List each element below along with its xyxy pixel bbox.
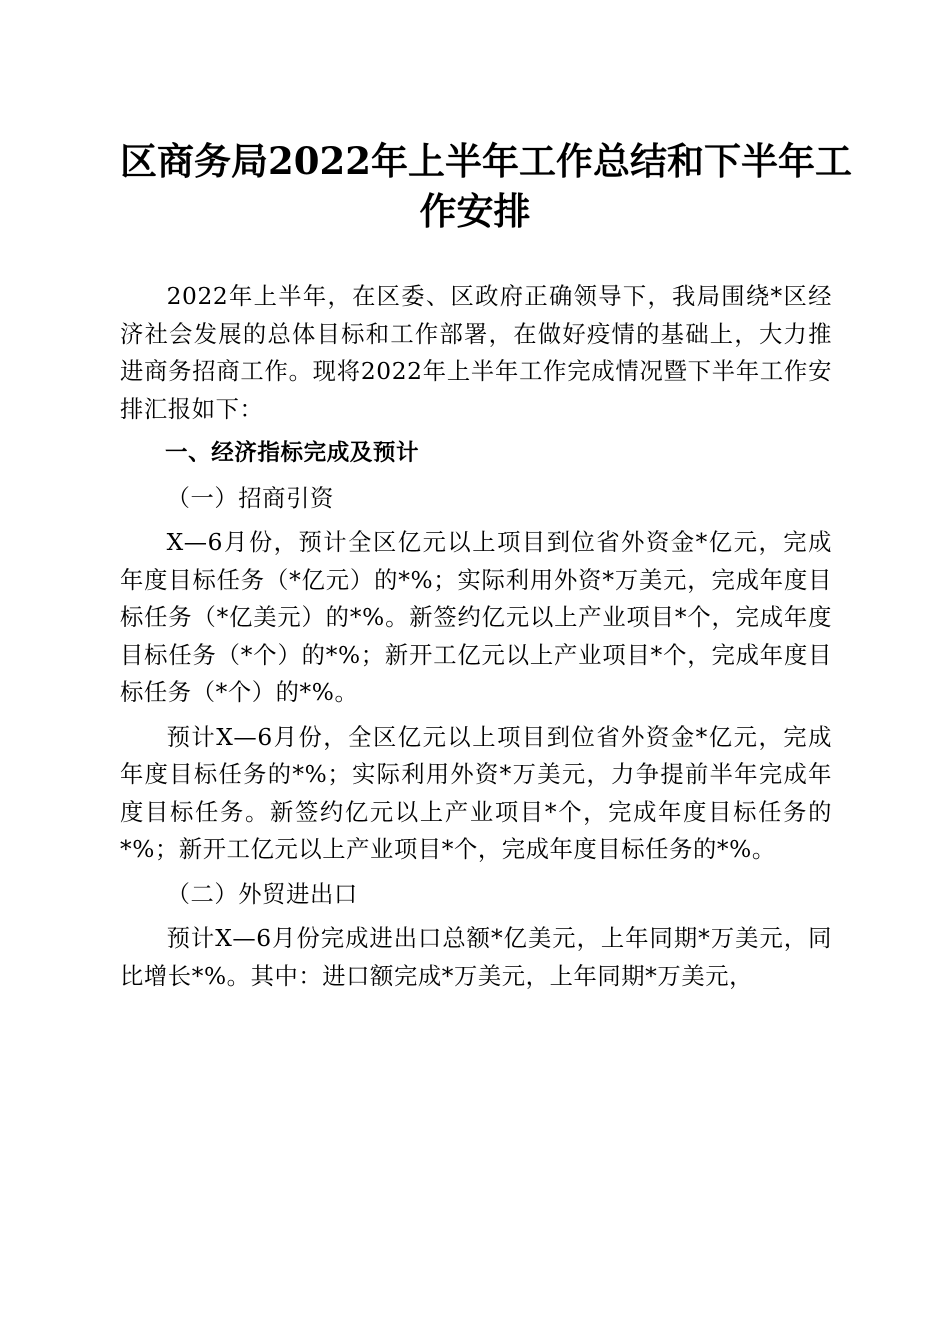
intro-paragraph: 2022年上半年，在区委、区政府正确领导下，我局围绕*区经济社会发展的总体目标和工作部署，在做好疫情的基础上，大力推进商务招商工作。现将2022年上半年工作完成情况暨下半年工作安排汇报如下： [120, 283, 832, 423]
subsection-heading-2: （二）外贸进出口 [166, 880, 358, 908]
section-heading-1: 一、经济指标完成及预计 [165, 440, 420, 466]
title-line-1: 区商务局2022年上半年工作总结和下半年工 [120, 139, 852, 183]
subsection-1-paragraph-2: 预计X—6月份，全区亿元以上项目到位省外资金*亿元，完成年度目标任务的*%；实际利用外资*万美元，力争提前半年完成年度目标任务。新签约亿元以上产业项目*个，完成年度目标任务的*%；新开工亿元以上产业项目*个，完成年度目标任务的*%。 [120, 723, 832, 863]
subsection-2-paragraph-1: 预计X—6月份完成进出口总额*亿美元，上年同期*万美元，同比增长*%。其中：进口额完成*万美元，上年同期*万美元， [120, 925, 832, 990]
document-title [120, 136, 852, 236]
subsection-heading-1: （一）招商引资 [166, 484, 334, 512]
subsection-1-paragraph-1: X—6月份，预计全区亿元以上项目到位省外资金*亿元，完成年度目标任务（*亿元）的*%；实际利用外资*万美元，完成年度目标任务（*亿美元）的*%。新签约亿元以上产业项目*个，完成年度目标任务（*个）的*%；新开工亿元以上产业项目*个，完成年度目标任务（*个）的*%。 [120, 529, 832, 706]
document-body [120, 278, 832, 995]
title-line-2: 作安排 [419, 189, 531, 233]
